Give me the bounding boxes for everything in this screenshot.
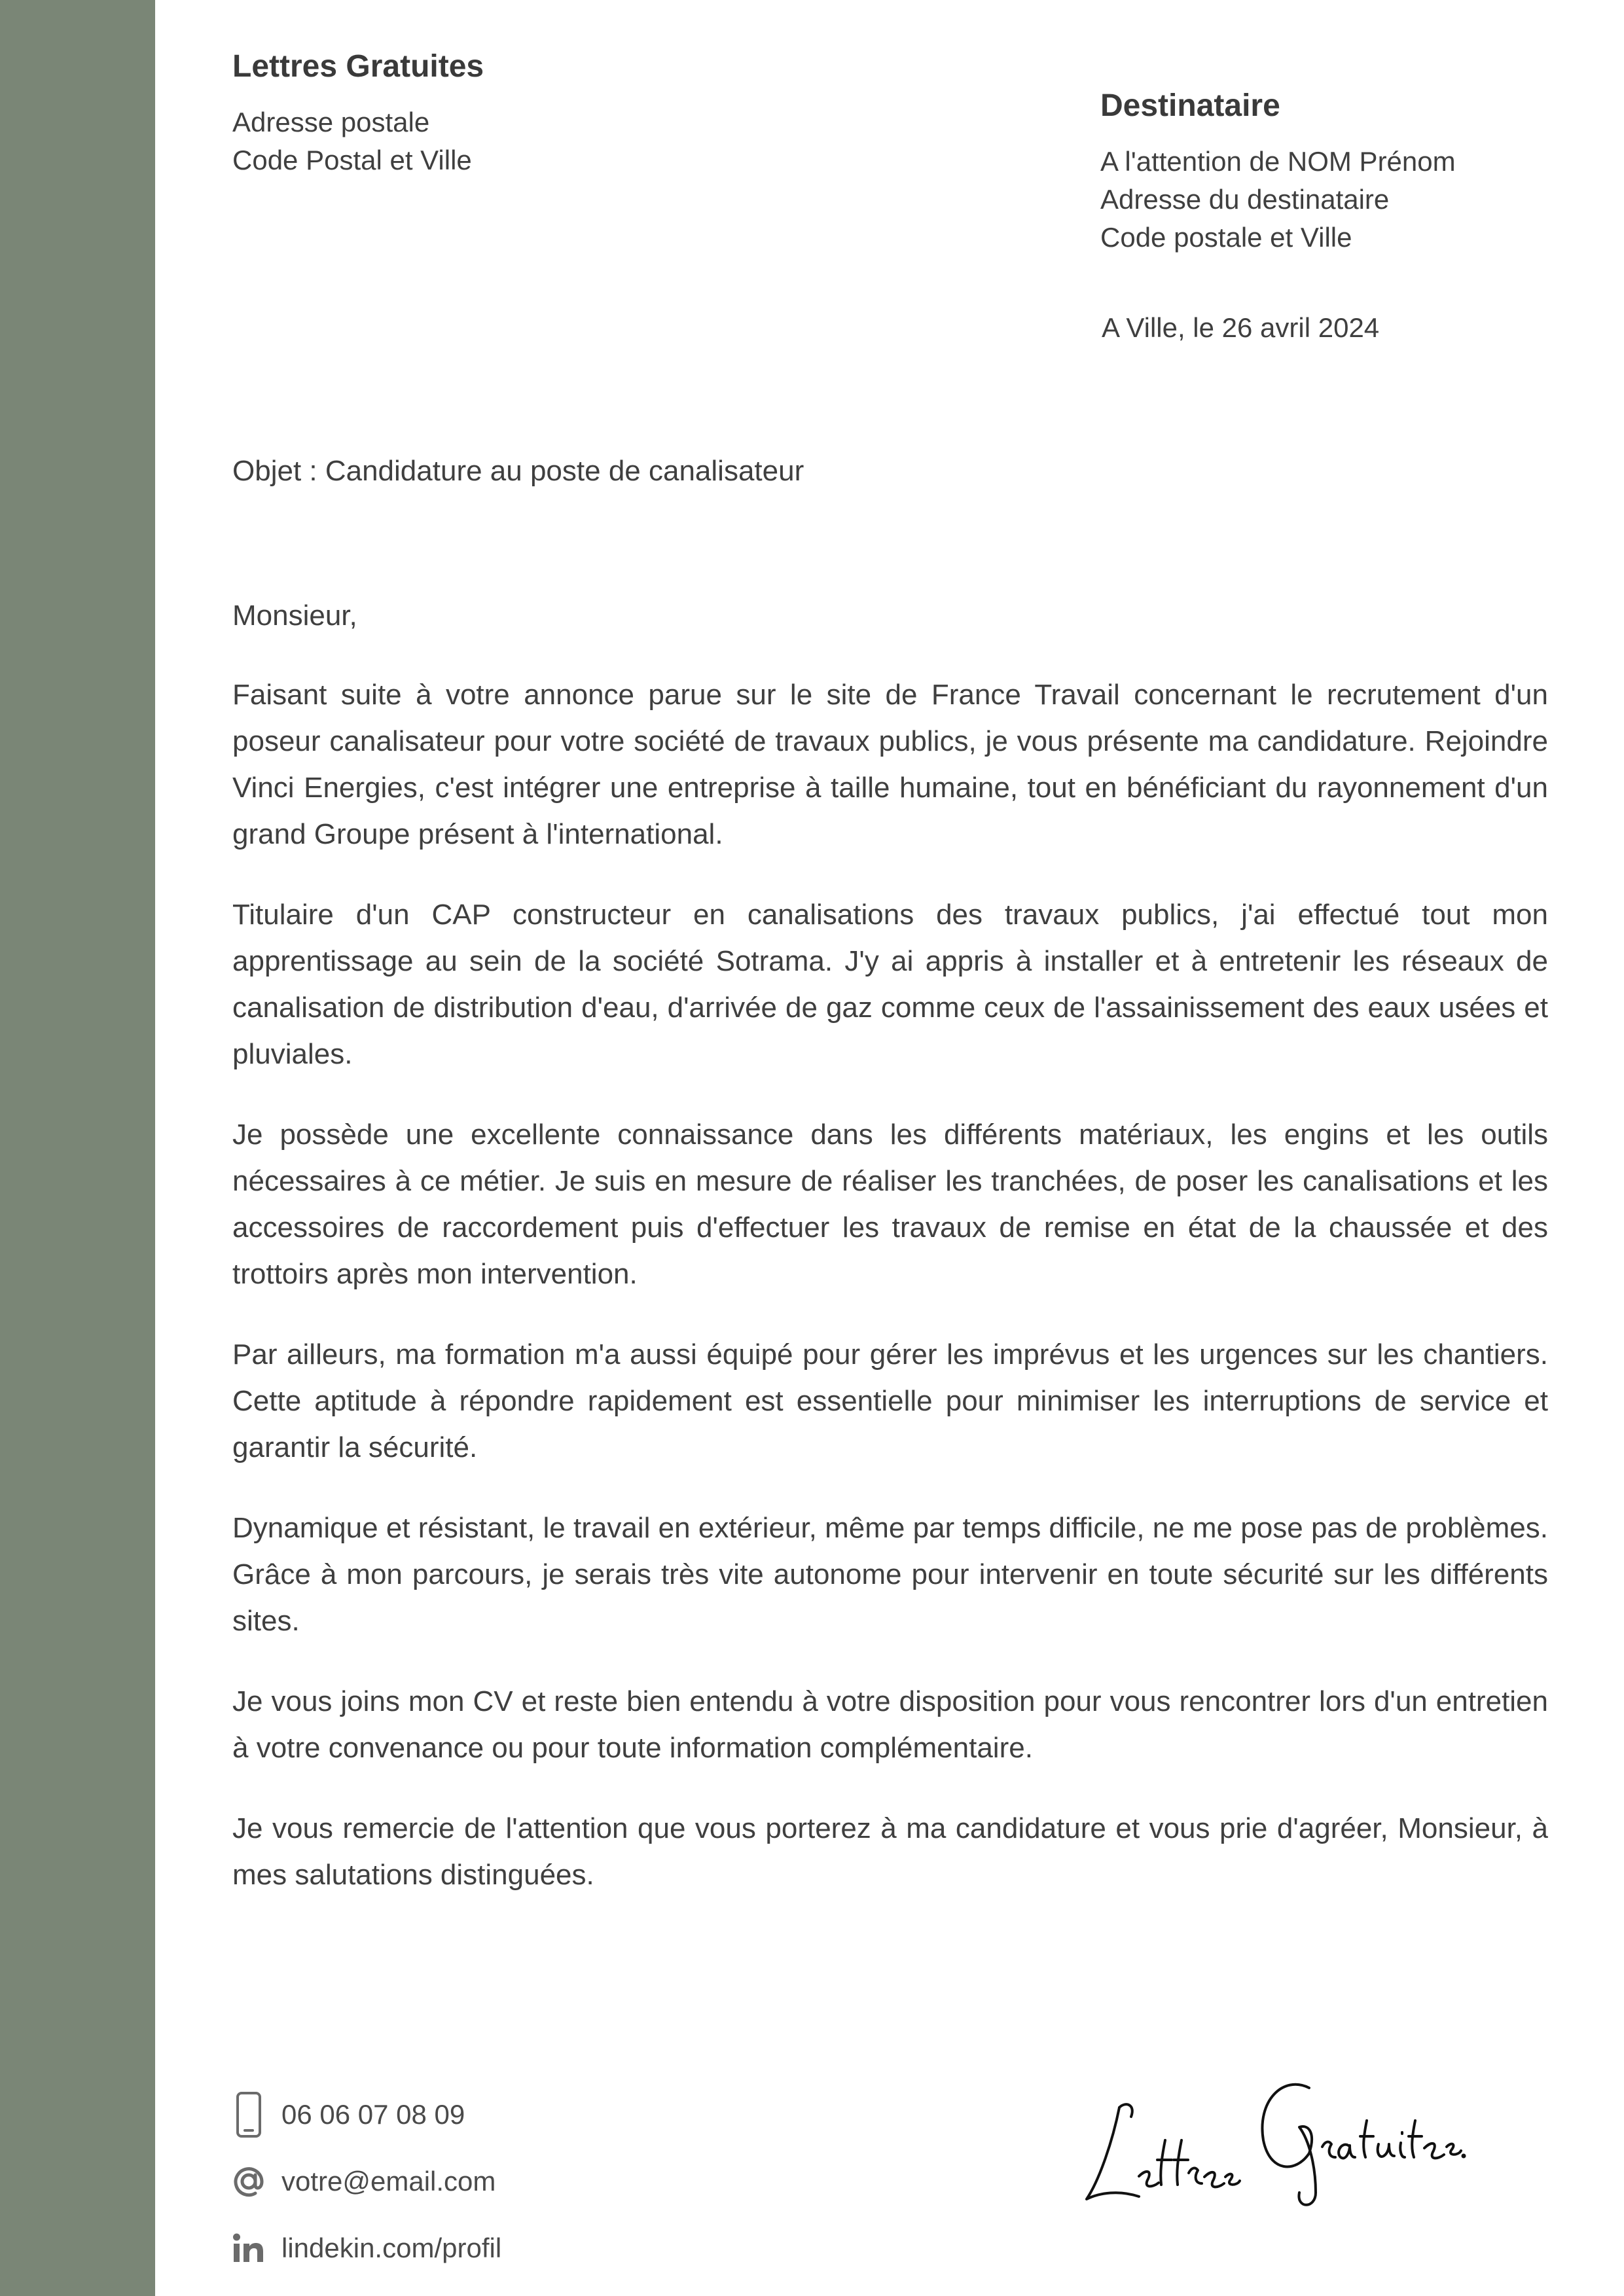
recipient-block bbox=[1100, 84, 1598, 257]
paragraph-5: Dynamique et résistant, le travail en extérieur, même par temps difficile, ne me pose pas de problèmes. Grâce à mon parcours, je serais très vite autonome pour intervenir en toute sécurité sur les différents sites. bbox=[232, 1512, 1548, 1637]
contact-linkedin[interactable]: lindekin.com/profil bbox=[281, 2233, 502, 2263]
salutation: Monsieur, bbox=[232, 600, 357, 632]
recipient-title: Destinataire bbox=[1100, 88, 1280, 123]
sender-name: Lettres Gratuites bbox=[232, 49, 484, 84]
paragraph-3: Je possède une excellente connaissance dans les différents matériaux, les engins et les outils nécessaires à ce métier. Je suis en mesure de réaliser les tranchées, de poser les canalisations et les accessoires de raccordement puis d'effectuer les travaux de remise en état de la chaussée et des trottoirs après mon intervention. bbox=[232, 1119, 1548, 1290]
contact-linkedin-row bbox=[229, 2215, 818, 2282]
paragraph-2: Titulaire d'un CAP constructeur en canalisations des travaux publics, j'ai effectué tout mon apprentissage au sein de la société Sotrama. J'y ai appris à installer et à entretenir les réseaux de canalisation de distribution d'eau, d'arrivée de gaz comme ceux de l'assainissement des eaux usées et pluviales. bbox=[232, 899, 1548, 1070]
contact-phone-row bbox=[229, 2081, 818, 2148]
at-sign-icon bbox=[229, 2155, 268, 2208]
contact-block bbox=[229, 2081, 818, 2282]
signature-logo bbox=[1074, 2062, 1466, 2219]
recipient-attention-line: A l'attention de NOM Prénom bbox=[1100, 146, 1456, 177]
paragraph-6: Je vous joins mon CV et reste bien entendu à votre disposition pour vous rencontrer lors d'un entretien à votre convenance ou pour toute information complémentaire. bbox=[232, 1685, 1548, 1764]
recipient-city-line: Code postale et Ville bbox=[1100, 222, 1352, 253]
contact-email-row bbox=[229, 2148, 818, 2215]
paragraph-1: Faisant suite à votre annonce parue sur le site de France Travail concernant le recrutement d'un poseur canalisateur pour votre société de travaux publics, je vous présente ma candidature. Rejoindre Vinci Energies, c'est intégrer une entreprise à taille humaine, tout en bénéficiant du rayonnement d'un grand Groupe présent à l'international. bbox=[232, 679, 1548, 850]
letter-date: A Ville, le 26 avril 2024 bbox=[1102, 312, 1380, 343]
paragraph-4: Par ailleurs, ma formation m'a aussi équipé pour gérer les imprévus et les urgences sur les chantiers. Cette aptitude à répondre rapidement est essentielle pour minimiser les interruptions de service et garantir la sécurité. bbox=[232, 1338, 1548, 1463]
letter-body bbox=[232, 592, 1548, 1932]
sender-address-line2: Code Postal et Ville bbox=[232, 145, 472, 175]
paragraph-7: Je vous remercie de l'attention que vous porterez à ma candidature et vous prie d'agréer, Monsieur, à mes salutations distinguées. bbox=[232, 1812, 1548, 1891]
linkedin-icon bbox=[229, 2222, 268, 2274]
sender-address-line1: Adresse postale bbox=[232, 107, 430, 137]
sidebar-accent-bar bbox=[0, 0, 155, 2296]
phone-icon bbox=[229, 2089, 268, 2141]
contact-email[interactable]: votre@email.com bbox=[281, 2166, 496, 2197]
sender-block bbox=[232, 45, 821, 179]
contact-phone[interactable]: 06 06 07 08 09 bbox=[281, 2099, 465, 2130]
recipient-address-line: Adresse du destinataire bbox=[1100, 184, 1390, 215]
letter-subject: Objet : Candidature au poste de canalisateur bbox=[232, 455, 804, 487]
